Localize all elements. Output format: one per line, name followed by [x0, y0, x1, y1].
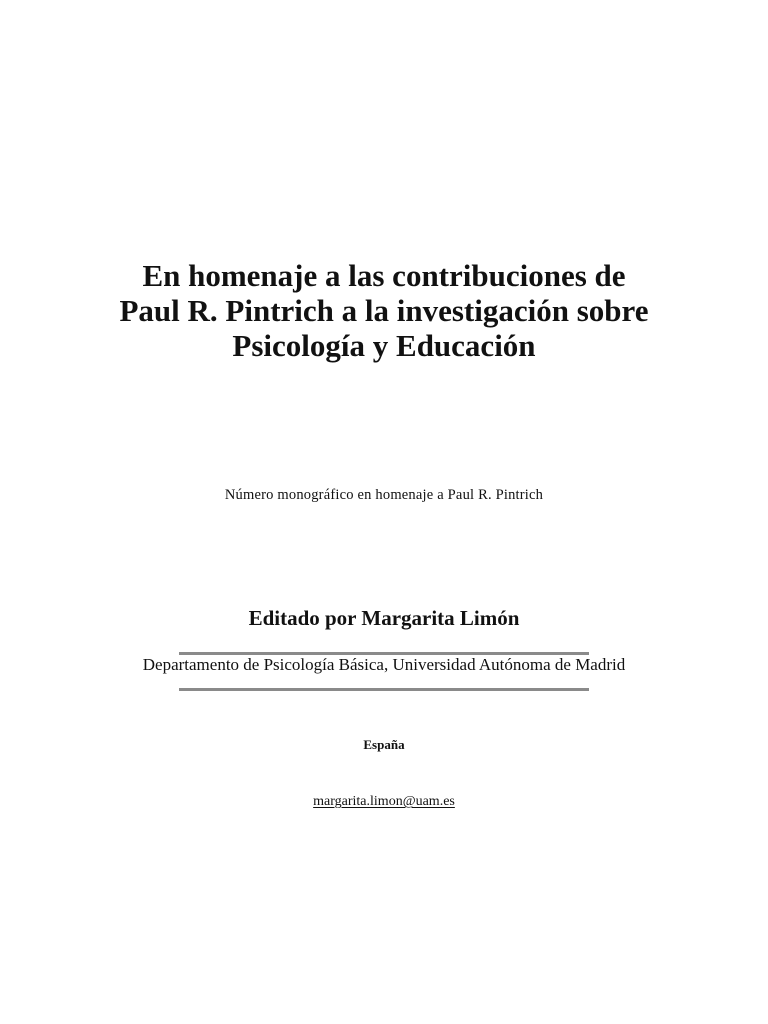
title-line-1: En homenaje a las contribuciones de: [142, 258, 626, 293]
document-title: [0, 258, 768, 363]
divider-bottom: [179, 688, 589, 691]
email-container: [0, 794, 768, 810]
email-link[interactable]: margarita.limon@uam.es: [313, 794, 455, 809]
affiliation: Departamento de Psicología Básica, Universidad Autónoma de Madrid: [142, 655, 626, 674]
title-line-3: Psicología y Educación: [232, 328, 536, 363]
editor-line: Editado por Margarita Limón: [248, 606, 520, 630]
title-line-2: Paul R. Pintrich a la investigación sobre: [119, 293, 649, 328]
monograph-subtitle: Número monográfico en homenaje a Paul R. Pintrich: [224, 487, 544, 503]
country: España: [363, 737, 405, 752]
